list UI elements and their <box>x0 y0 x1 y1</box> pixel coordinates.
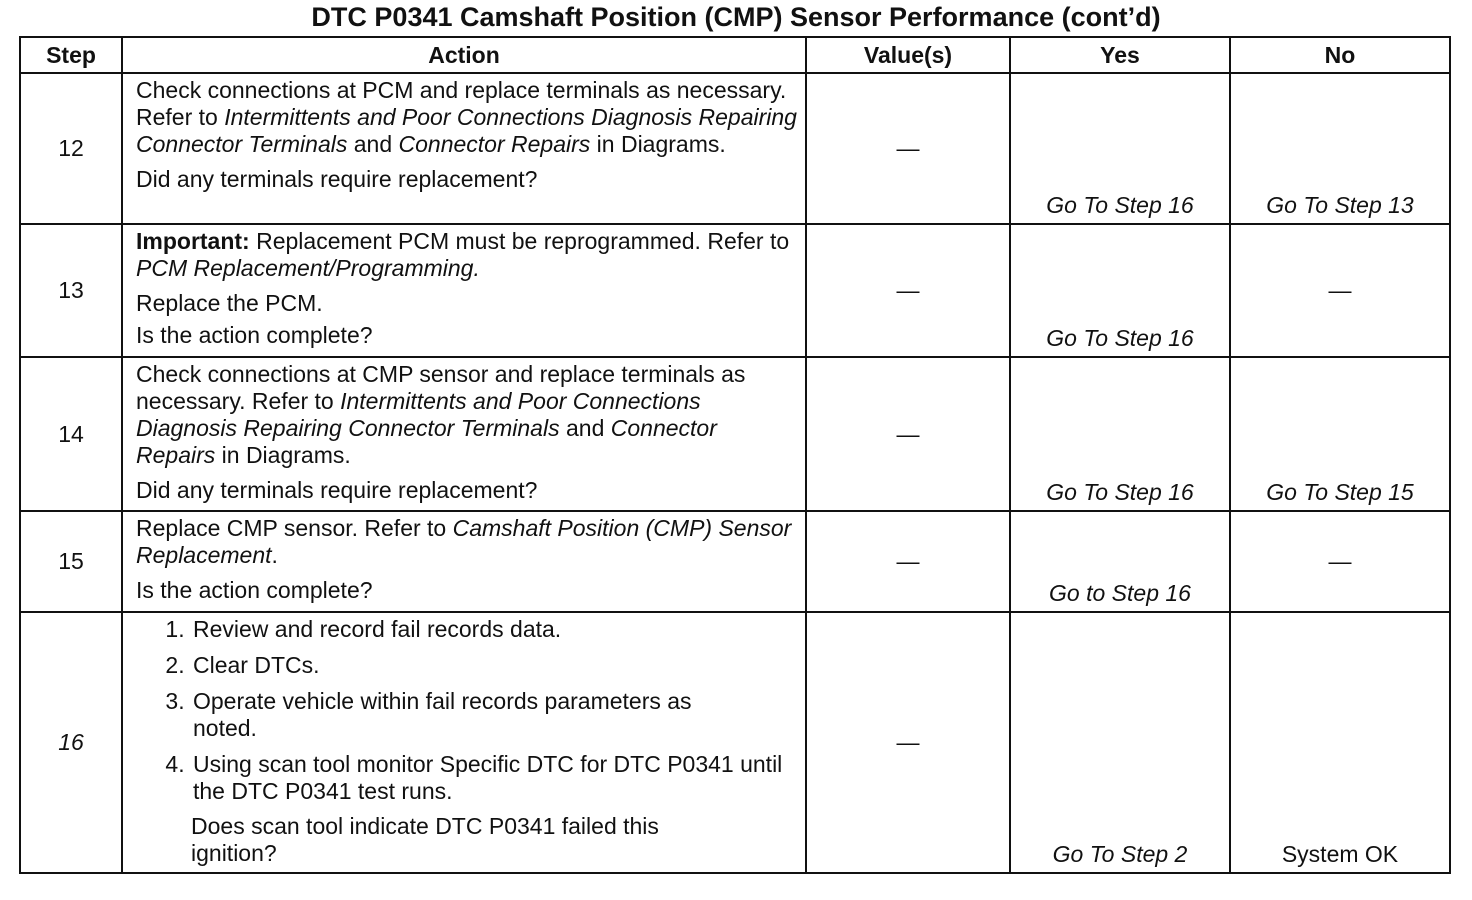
step-number: 13 <box>20 224 122 357</box>
action-text: Check connections at PCM and replace terminals as necessary. Refer to Intermittents and Poor Connections Diagnosis Repairing Connector Terminals and Connector Repairs in Diagrams. <box>136 77 797 157</box>
numbered-steps <box>136 616 799 805</box>
step-number: 16 <box>20 612 122 873</box>
reference-link: Intermittents and Poor Connections Diagnosis Repairing Connector Terminals <box>136 104 797 157</box>
table-row <box>20 357 1450 511</box>
no-cell: — <box>1230 511 1450 612</box>
no-cell: System OK <box>1230 612 1450 873</box>
header-no: No <box>1230 37 1450 73</box>
step-number: 12 <box>20 73 122 224</box>
reference-link: Connector Repairs <box>136 415 717 468</box>
page-title: DTC P0341 Camshaft Position (CMP) Sensor Performance (cont’d) <box>311 2 1161 32</box>
step-number: 14 <box>20 357 122 511</box>
list-item: 1. Review and record fail records data. <box>191 616 799 643</box>
table-row <box>20 224 1450 357</box>
header-values: Value(s) <box>806 37 1010 73</box>
action-question: Is the action complete? <box>136 577 373 603</box>
step-number: 15 <box>20 511 122 612</box>
action-question: Did any terminals require replacement? <box>136 477 538 503</box>
header-yes: Yes <box>1010 37 1230 73</box>
value-cell: — <box>806 224 1010 357</box>
no-cell: — <box>1230 224 1450 357</box>
value-cell: — <box>806 73 1010 224</box>
action-instruction: Replace the PCM. <box>136 290 323 316</box>
list-item: 4. Using scan tool monitor Specific DTC for DTC P0341 until the DTC P0341 test runs. <box>191 751 799 805</box>
yes-cell: Go To Step 2 <box>1010 612 1230 873</box>
list-item: 3. Operate vehicle within fail records parameters as noted. <box>191 688 799 742</box>
value-cell: — <box>806 612 1010 873</box>
important-label: Important: <box>136 228 250 254</box>
diagnostic-table <box>19 36 1451 874</box>
yes-cell: Go to Step 16 <box>1010 511 1230 612</box>
header-step: Step <box>20 37 122 73</box>
action-cell <box>122 357 806 511</box>
action-question: Does scan tool indicate DTC P0341 failed this ignition? <box>191 813 659 866</box>
reference-link: PCM Replacement/Programming. <box>136 255 480 281</box>
action-text: Check connections at CMP sensor and replace terminals as necessary. Refer to Intermittents and Poor Connections Diagnosis Repairing Connector Terminals and Connector Repairs in Diagrams. <box>136 361 746 468</box>
table-row <box>20 73 1450 224</box>
yes-cell: Go To Step 16 <box>1010 73 1230 224</box>
reference-link: Intermittents and Poor Connections Diagnosis Repairing Connector Terminals <box>136 388 701 441</box>
action-cell <box>122 612 806 873</box>
action-cell <box>122 224 806 357</box>
value-cell: — <box>806 511 1010 612</box>
action-question: Did any terminals require replacement? <box>136 166 538 192</box>
table-row <box>20 612 1450 873</box>
no-cell: Go To Step 13 <box>1230 73 1450 224</box>
action-cell <box>122 73 806 224</box>
important-note: Important: Replacement PCM must be reprogrammed. Refer to PCM Replacement/Programming. <box>136 228 790 281</box>
value-cell: — <box>806 357 1010 511</box>
action-question: Is the action complete? <box>136 322 373 348</box>
action-text: Replace CMP sensor. Refer to Camshaft Position (CMP) Sensor Replacement. <box>136 515 792 568</box>
action-cell <box>122 511 806 612</box>
list-item: 2. Clear DTCs. <box>191 652 799 679</box>
no-cell: Go To Step 15 <box>1230 357 1450 511</box>
yes-cell: Go To Step 16 <box>1010 224 1230 357</box>
yes-cell: Go To Step 16 <box>1010 357 1230 511</box>
header-action: Action <box>122 37 806 73</box>
reference-link: Camshaft Position (CMP) Sensor Replacement <box>136 515 792 568</box>
header-row <box>20 37 1450 73</box>
reference-link: Connector Repairs <box>398 131 591 157</box>
table-row <box>20 511 1450 612</box>
